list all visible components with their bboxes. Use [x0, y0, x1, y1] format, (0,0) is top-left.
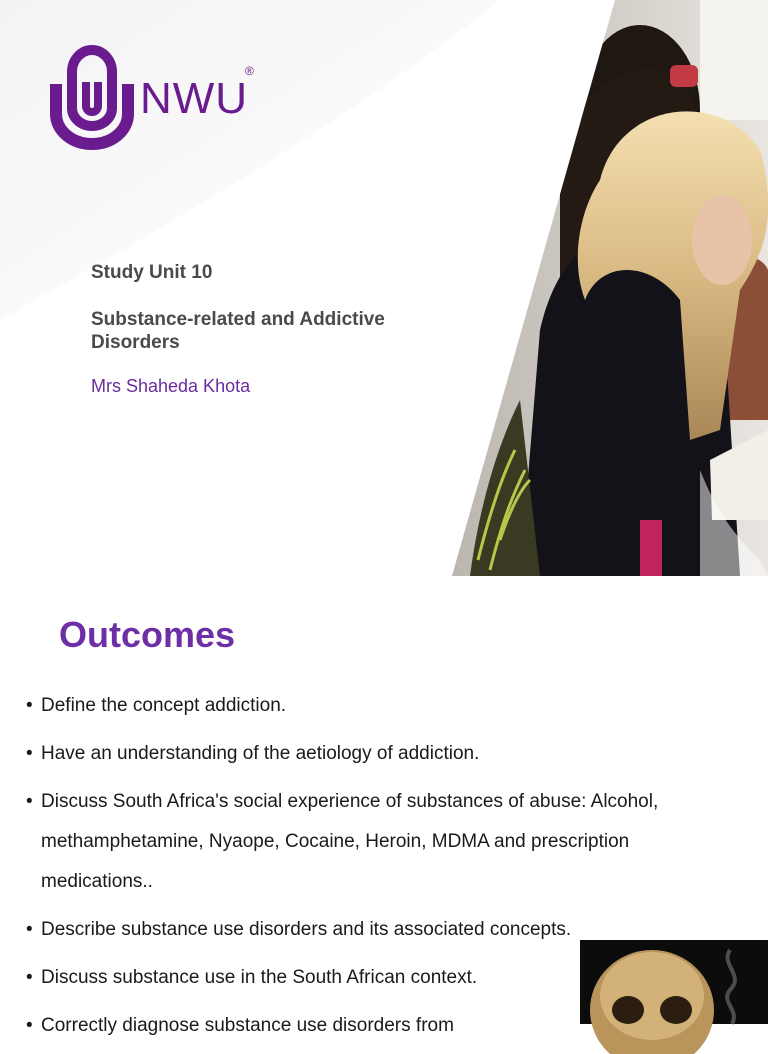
list-item: • Correctly diagnose substance use disorders from [26, 1006, 726, 1046]
list-item: • Have an understanding of the aetiology of addiction. [26, 734, 726, 774]
bullet-icon: • [26, 1015, 33, 1036]
outcomes-slide [0, 576, 768, 1036]
bullet-icon: • [26, 743, 33, 764]
outcomes-heading: Outcomes [59, 614, 236, 655]
bullet-icon: • [26, 967, 33, 988]
course-title: Substance-related and Addictive Disorders [91, 309, 385, 353]
study-unit-title: Study Unit 10 [91, 262, 213, 283]
list-item: • Discuss substance use in the South African context. [26, 958, 726, 998]
list-item: • Define the concept addiction. [26, 686, 726, 726]
list-item: • Discuss South Africa's social experience of substances of abuse: Alcohol, methamphetamine, Nyaope, Cocaine, Heroin, MDMA and prescription medications.. [26, 782, 726, 902]
list-item: • Describe substance use disorders and its associated concepts. [26, 910, 726, 950]
bullet-icon: • [26, 919, 33, 940]
bullet-icon: • [26, 791, 33, 812]
presenter-name: Mrs Shaheda Khota [91, 376, 251, 396]
logo-wordmark: NWU [140, 74, 249, 123]
skull-image [580, 940, 768, 1024]
bullet-icon: • [26, 695, 33, 716]
registered-mark: ® [245, 64, 254, 78]
